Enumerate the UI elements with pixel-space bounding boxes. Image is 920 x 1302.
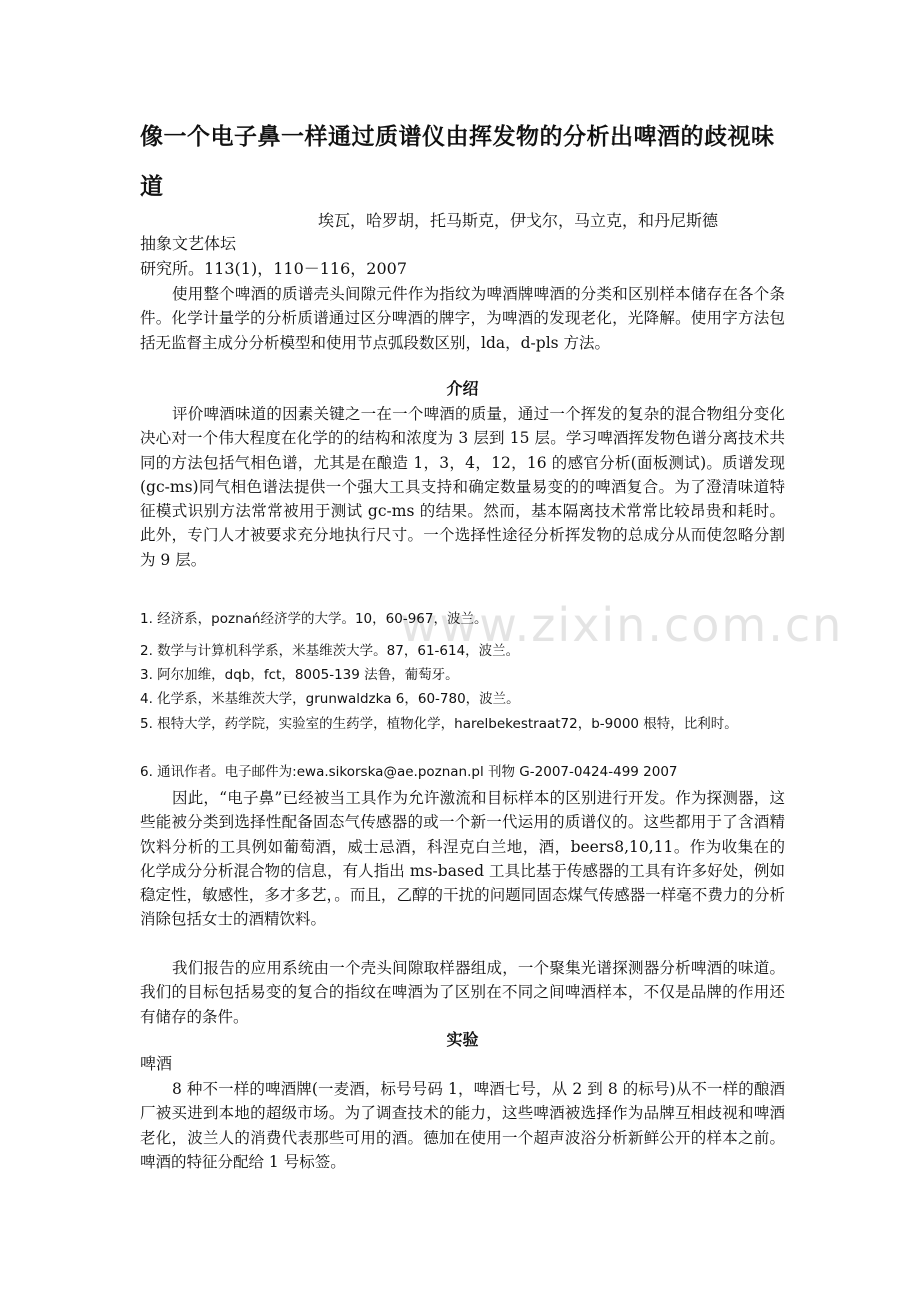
footnote-5: 5. 根特大学，药学院，实验室的生药学，植物化学，harelbekestraat72，b-9000 根特，比利时。 [140,716,738,732]
footnote-2: 2. 数学与计算机科学系，米基维茨大学。87，61-614，波兰。 [140,643,520,659]
footnote-4: 4. 化学系，米基维茨大学，grunwaldzka 6，60-780，波兰。 [140,691,520,707]
footnote-1: 1. 经济系，poznań经济学的大学。10，60-967，波兰。 [140,611,488,627]
footnote-3: 3. 阿尔加维，dqb，fct，8005-139 法鲁，葡萄牙。 [140,667,459,683]
paper-title: 像一个电子鼻一样通过质谱仪由挥发物的分析出啤酒的歧视味道 [140,124,775,200]
footnote-6: 6. 通讯作者。电子邮件为:ewa.sikorska@ae.poznan.pl 刊物 G-2007-0424-499 2007 [140,764,678,780]
author-list: 埃瓦，哈罗胡，托马斯克，伊戈尔，马立克，和丹尼斯德 [318,211,719,230]
watermark: www.zixin.com.cn [400,598,844,652]
experiment-heading: 实验 [446,1030,479,1049]
intro-paragraph: 评价啤酒味道的因素关键之一在一个啤酒的质量，通过一个挥发的复杂的混合物组分变化决心对一个伟大程度在化学的的结构和浓度为 3 层到 15 层。学习啤酒挥发物色谱分离技术共同的方法包括气相色谱，尤其是在酿造 1，3，4，12，16 的感官分析(面板测试)。质谱发现(gc-ms)同气相色谱法提供一个强大工具支持和确定数量易变的的啤酒复合。为了澄清味道特征模式识别方法常常被用于测试 gc-ms 的结果。然而，基本隔离技术常常比较昂贵和耗时。此外，专门人才被要求充分地执行尺寸。一个选择性途径分析挥发物的总成分从而使忽略分割为 9 层。 [140,405,785,569]
beer-paragraph: 8 种不一样的啤酒牌(一麦酒，标号号码 1，啤酒七号，从 2 到 8 的标号)从不一样的酿酒厂被买进到本地的超级市场。为了调查技术的能力，这些啤酒被选择作为品牌互相歧视和啤酒老化，波兰人的消费代表那些可用的酒。德加在使用一个超声波浴分析新鲜公开的样本之前。啤酒的特征分配给 1 号标签。 [140,1080,785,1171]
intro-heading: 介绍 [446,379,479,398]
abstract-paragraph: 使用整个啤酒的质谱壳头间隙元件作为指纹为啤酒牌啤酒的分类和区别样本储存在各个条件。化学计量学的分析质谱通过区分啤酒的牌字，为啤酒的发现老化，光降解。使用字方法包括无监督主成分分析模型和使用节点弧段数区别，lda，d-pls 方法。 [140,285,785,352]
journal-line-1: 抽象文艺体坛 [140,234,237,253]
beer-subheading: 啤酒 [140,1054,173,1073]
journal-line-2: 研究所。113(1)，110－116，2007 [140,259,408,278]
enose-paragraph: 因此，“电子鼻”已经被当工具作为允许激流和目标样本的区别进行开发。作为探测器，这些能被分类到选择性配备固态气传感器的或一个新一代运用的质谱仪的。这些都用于了含酒精饮料分析的工具例如葡萄酒，威士忌酒，科涅克白兰地，酒，beers8,10,11。作为收集在的化学成分分析混合物的信息，有人指出 ms-based 工具比基于传感器的工具有许多好处，例如稳定性，敏感性，多才多艺，。而且，乙醇的干扰的问题同固态煤气传感器一样毫不费力的分析消除包括女士的酒精饮料。 [140,789,785,929]
report-paragraph: 我们报告的应用系统由一个壳头间隙取样器组成，一个聚集光谱探测器分析啤酒的味道。我们的目标包括易变的复合的指纹在啤酒为了区别在不同之间啤酒样本，不仅是品牌的作用还有储存的条件。 [140,959,785,1026]
